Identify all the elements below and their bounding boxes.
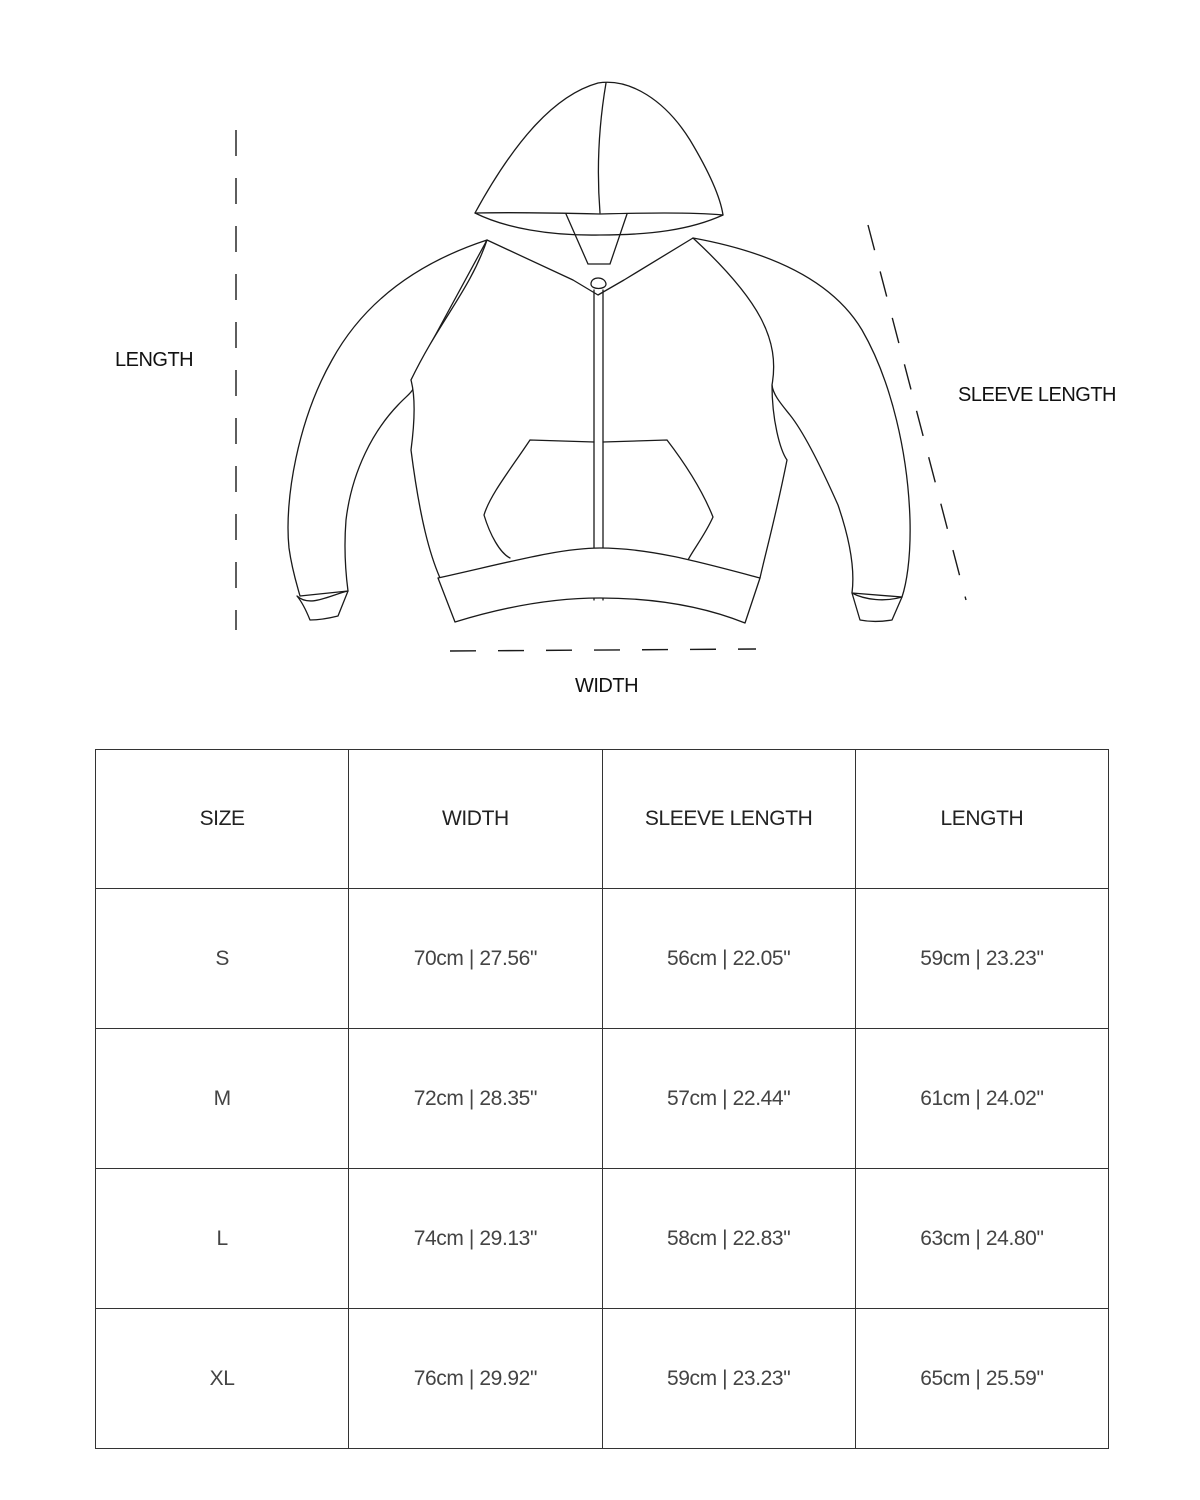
width-cell: 76cm | 29.92" (349, 1309, 602, 1449)
width-cell: 72cm | 28.35" (349, 1029, 602, 1169)
width-cell: 74cm | 29.13" (349, 1169, 602, 1309)
size-cell: XL (96, 1309, 349, 1449)
header-width: WIDTH (349, 750, 602, 889)
sleeve-length-cell: 59cm | 23.23" (602, 1309, 855, 1449)
sleeve-length-cell: 57cm | 22.44" (602, 1029, 855, 1169)
length-cell: 65cm | 25.59" (855, 1309, 1108, 1449)
length-label: LENGTH (115, 349, 194, 371)
table-row (96, 1309, 1109, 1449)
right-cuff (852, 593, 902, 622)
sleeve-length-cell: 58cm | 22.83" (602, 1169, 855, 1309)
length-cell: 59cm | 23.23" (855, 889, 1108, 1029)
width-cell: 70cm | 27.56" (349, 889, 602, 1029)
size-cell: M (96, 1029, 349, 1169)
header-length: LENGTH (855, 750, 1108, 889)
size-chart-table (95, 749, 1109, 1449)
table-row (96, 1169, 1109, 1309)
width-label: WIDTH (575, 675, 639, 697)
table-row (96, 889, 1109, 1029)
table-row (96, 1029, 1109, 1169)
length-cell: 63cm | 24.80" (855, 1169, 1108, 1309)
header-sleeve-length: SLEEVE LENGTH (602, 750, 855, 889)
zipper-pull (591, 278, 606, 289)
hoodie-diagram (0, 0, 1200, 720)
table-header-row (96, 750, 1109, 889)
size-cell: L (96, 1169, 349, 1309)
header-size: SIZE (96, 750, 349, 889)
length-cell: 61cm | 24.02" (855, 1029, 1108, 1169)
size-cell: S (96, 889, 349, 1029)
sleeve-length-cell: 56cm | 22.05" (602, 889, 855, 1029)
width-guide-line (450, 649, 756, 651)
sleeve-length-label: SLEEVE LENGTH (958, 384, 1117, 406)
